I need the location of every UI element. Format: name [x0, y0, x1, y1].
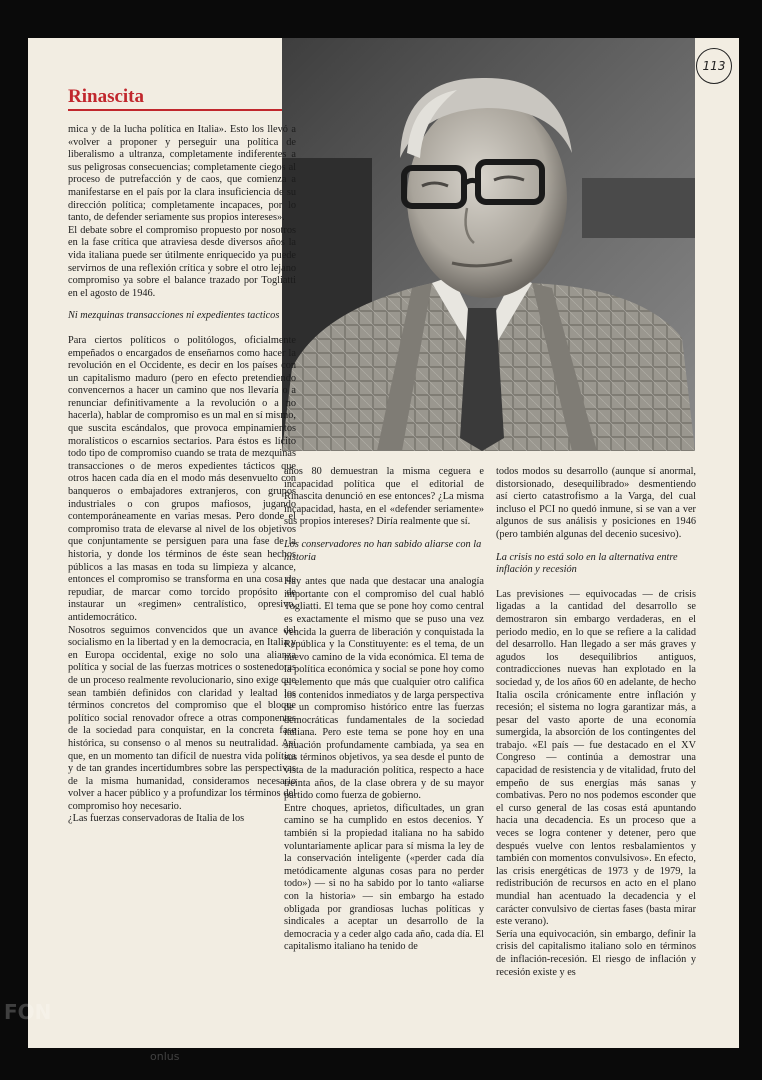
paragraph: Las previsiones — equivocadas — de crisis ligadas a la cantidad del desarrollo se demostraron sin embargo verdaderas, en el periodo medio, en lo que se refiere a la calidad del desarrollo. Han llegado a ser más graves y agudos los desequilibrios antiguos, contradicciones nuevas han explotado en la sociedad y, de los años 60 en adelante, de hecho Italia oscila crónicamente entre inflación y recesión; el sistema no logra garantizar más, a pesar del vasto aporte de una economía sumergida, la absorción de los contingentes del trabajo. «El país — fue destacado en el XV Congreso — continúa a demostrar una capacidad de resistencia y de vitalidad, fruto del empeño de sus energías más sanas y combativas. Pero no nos podemos esconder que el curso general de las cosas está apuntando hacia una decadencia. Es un proceso que a veces se logra contener y detener, pero que después vuelve con lentos resbalamientos y también con momentos convulsivos». En efecto, las crisis energéticas de 1973 y de 1979, la redistribución de recursos en acto en el plano mundial han acentuado la decadencia y el carácter convulsivo de ciertas fases (basta mirar este verano). [496, 588, 696, 928]
section-heading: Los conservadores no han sabido aliarse con la historia [284, 538, 482, 563]
paragraph: El debate sobre el compromiso propuesto por nosotros en la fase crítica que atraviesa desde diversos años la vida italiana puede ser útilmente enriquecido ya puede servirnos de una reflexión crítica y sobre el otro lejano compromiso ya sobre el balance trazado por Togliatti en el agosto de 1946. [68, 224, 296, 299]
paragraph: Nosotros seguimos convencidos que un avance del socialismo en la libertad y en la democracia, en Italia y en Europa occidental, exige no solo una alianza política y social de las fuerzas motrices o sostenedoras de un proceso realmente revolucionario, sino exige que sean también definidos con claridad y lealtad los términos concretos del compromiso que el bloque político social renovador ofrece a otras componentes de la sociedad para conquistar, en la concreta fase histórica, su consenso o al menos su neutralidad. Así que, en un momento tan difícil de nuestra vida política y de tan grandes incertidumbres sobre las perspectivas de la misma humanidad, consideramos necesario volver a hacer público y a profundizar los términos del compromiso hoy necesario. [68, 624, 296, 812]
magazine-logo: Rinascita [68, 86, 144, 107]
watermark-subtext: onlus [150, 1050, 180, 1063]
section-heading: Ni mezquinas transacciones ni expedientes tacticos [68, 310, 280, 322]
portrait-photo [282, 38, 695, 451]
column-2 [284, 466, 484, 954]
paragraph: Hay antes que nada que destacar una analogía importante con el compromiso del cual habló Togliatti. El tema que se pone hoy como central es exactamente el mismo que se puso una vez vencida la guerra de liberación y conquistada la República y la Constituyente: es el tema, de un nuevo camino de la vida económica. El tema de la política económica y social se pone hoy como el elemento que más que cualquier otro califica los contenidos inmediatos y de larga perspectiva de un compromiso histórico entre las fuerzas democráticas fundamentales de la sociedad italiana. Pero este tema se pone hoy en una situación profundamente cambiada, ya sea en sus términos objetivos, ya sea desde el punto de vista de la maduración política, respecto a hace treinta años, de la clase obrera y de su mayor partido como fuerza de gobierno. [284, 576, 484, 802]
paragraph: todos modos su desarrollo (aunque sí anormal, distorsionado, desequilibrado» desmentiendo así cierto catastrofismo a la Varga, del cual incluso el PCI no quedó inmune, si se van a ver algunos de sus análisis y posiciones en 1946 (pero también algunas del decenio sucesivo). [496, 466, 696, 540]
paragraph: ¿Las fuerzas conservadoras de Italia de los [68, 813, 245, 825]
column-1 [68, 124, 296, 826]
paragraph: Entre choques, aprietos, dificultades, un gran camino se ha cumplido en estos decenios. Y también si la propiedad italiana no ha sabido voluntariamente aplicar para sí misma la ley de la conservación inteligente («perder cada día metódicamente algunas cosas para no perder todo») — si no ha sabido por lo tanto «aliarse con la historia» — sin embargo ha estado obligada por grandiosas luchas políticas y sindicales a aceptar un desarrollo de la democracia y a ceder algo cada año, cada día. El capitalismo italiano ha tenido de [284, 802, 484, 953]
portrait-illustration [282, 38, 695, 451]
watermark-text: FON [4, 1000, 52, 1024]
paragraph: años 80 demuestran la misma ceguera e incapacidad política que el editorial de Rinascita denunció en ese entonces? ¿La misma incapacidad, hasta, en el «defender seriamente» sus propios intereses? Diría realmente que sí. [284, 466, 484, 528]
page [28, 38, 739, 1048]
page-number: 113 [696, 48, 732, 84]
column-3 [496, 466, 696, 979]
paragraph: Para ciertos políticos o politólogos, oficialmente empeñados o encargados de enseñarnos como hacer la revolución en el Occidente, es decir en los países con un capitalismo maduro (pero en efecto pretendiendo convencernos a hacer un camino que nos llevaría o a renunciar definitivamente a la revolución o a no hacerla), hablar de compromiso es un mal en sí mismo, que suscita escándalos, que provoca empinamientos moralísticos o escarnios sectarios. Para éstos es lícito todo tipo de compromiso cuando se trata de mezquinas transacciones o de meros expedientes tácticos que otros hacen cada día en el modo más desenvuelto con banqueros o embajadores extranjeros, con grupos industriales o con grupos mafiosos, jugando contemporáneamente en varias mesas. Pero donde el compromiso trata de elevarse al nivel de los objetivos que conjuntamente se persiguen para una fase de la historia, y donde los términos de éste sean hechos públicos a las masas en toda su limpieza y alcance, entonces el compromiso se transforma en una cosa de repudiar, de marcar como torcido propósito de instaurar un «regimen» centralístico, opresivo, antidemocrático. [68, 334, 296, 623]
paragraph: mica y de la lucha política en Italia». Esto los llevó a «volver a proponer y perseguir una política de liberalismo a ultranza, completamente indiferentes a sus peligrosas consecuencias; completamente ciegos al proceso de putrefacción y de caos, que comienza a manifestarse en el país por la clara insuficiencia de su dirección política; completamente incapaces, por lo tanto, de defender seriamente sus propios intereses». [68, 124, 296, 224]
paragraph: Sería una equivocación, sin embargo, definir la crisis del capitalismo italiano solo en términos de inflación-recesión. El riesgo de inflación y recesión existe y es [496, 928, 696, 978]
logo-rule [68, 109, 295, 111]
section-heading: La crisis no está solo en la alternativa entre inflación y recesión [496, 551, 678, 576]
